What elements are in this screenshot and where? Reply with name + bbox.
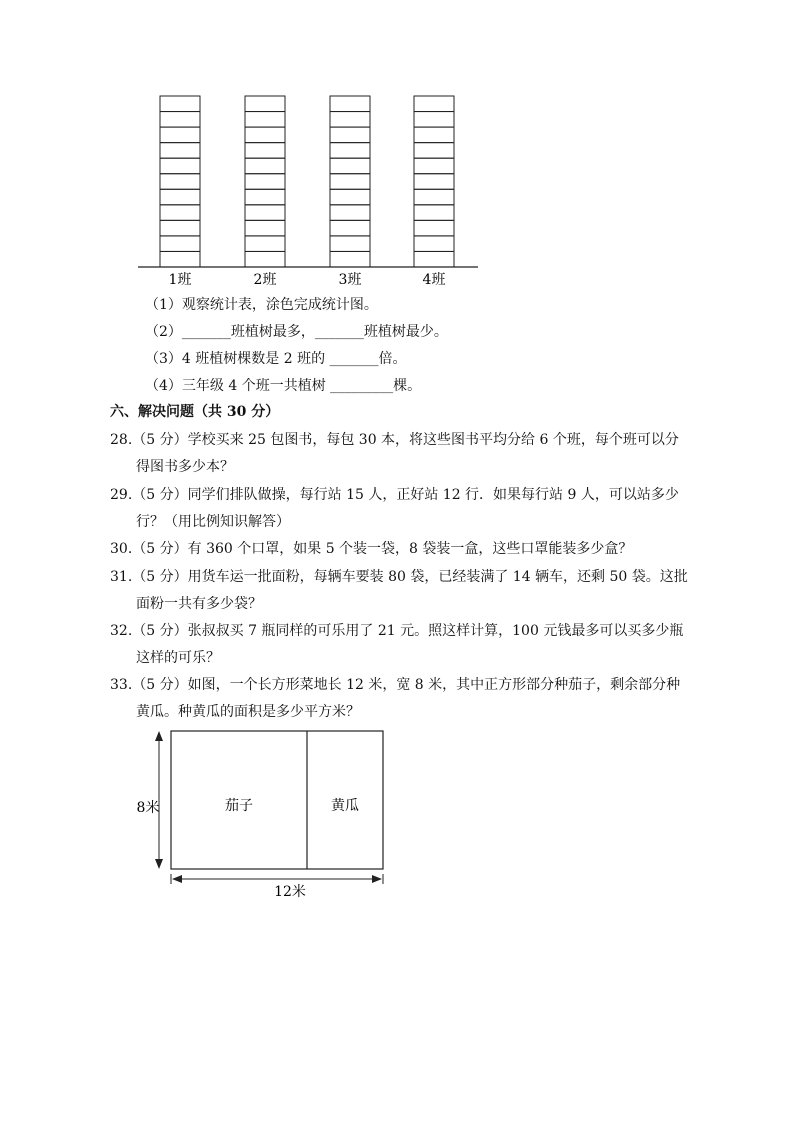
- question-33-line-1: 33.（5 分）如图，一个长方形菜地长 12 米，宽 8 米，其中正方形部分种茄子，剩余部分种: [110, 677, 681, 693]
- class-label-2: 2班: [253, 272, 277, 288]
- question-29-line-1: 29.（5 分）同学们排队做操，每行站 15 人，正好站 12 行．如果每行站 9 人，可以站多少: [110, 487, 679, 503]
- question-28-line-2: 得图书多少本？: [136, 459, 234, 475]
- class-label-4: 4班: [422, 272, 446, 288]
- sub-question-4: （4）三年级 4 个班一共植树 _________棵。: [145, 378, 422, 394]
- height-arrow-up-icon: [155, 731, 163, 741]
- question-28-line-1: 28.（5 分）学校买来 25 包图书，每包 30 本，将这些图书平均分给 6 个班，每个班可以分: [110, 432, 679, 448]
- question-31-line-2: 面粉一共有多少袋？: [136, 596, 262, 612]
- question-29-line-2: 行？（用比例知识解答）: [136, 514, 290, 530]
- width-label: 12米: [274, 884, 306, 900]
- height-label: 8米: [136, 800, 160, 816]
- question-32-line-2: 这样的可乐？: [136, 650, 220, 666]
- question-30-line-1: 30.（5 分）有 360 个口罩，如果 5 个装一袋，8 袋装一盒，这些口罩能装多少盒？: [110, 541, 633, 557]
- class-label-1: 1班: [168, 272, 192, 288]
- section-title: 六、解决问题（共 30 分）: [110, 404, 280, 420]
- question-32-line-1: 32.（5 分）张叔叔买 7 瓶同样的可乐用了 21 元。照这样计算，100 元钱最多可以买多少瓶: [110, 623, 684, 639]
- cucumber-label: 黄瓜: [331, 798, 359, 814]
- sub-question-3: （3）4 班植树棵数是 2 班的 _______倍。: [145, 351, 407, 367]
- question-31-line-1: 31.（5 分）用货车运一批面粉，每辆车要装 80 袋，已经装满了 14 辆车，还剩 50 袋。这批: [110, 569, 688, 585]
- class-label-3: 3班: [338, 272, 362, 288]
- sub-question-2: （2）_______班植树最多，_______班植树最少。: [145, 324, 448, 340]
- question-33-line-2: 黄瓜。种黄瓜的面积是多少平方米？: [136, 704, 360, 720]
- sub-question-1: （1）观察统计表，涂色完成统计图。: [145, 297, 378, 313]
- width-arrow-right-icon: [372, 875, 382, 883]
- width-arrow-left-icon: [172, 875, 182, 883]
- height-arrow-down-icon: [155, 859, 163, 869]
- eggplant-label: 茄子: [225, 798, 253, 814]
